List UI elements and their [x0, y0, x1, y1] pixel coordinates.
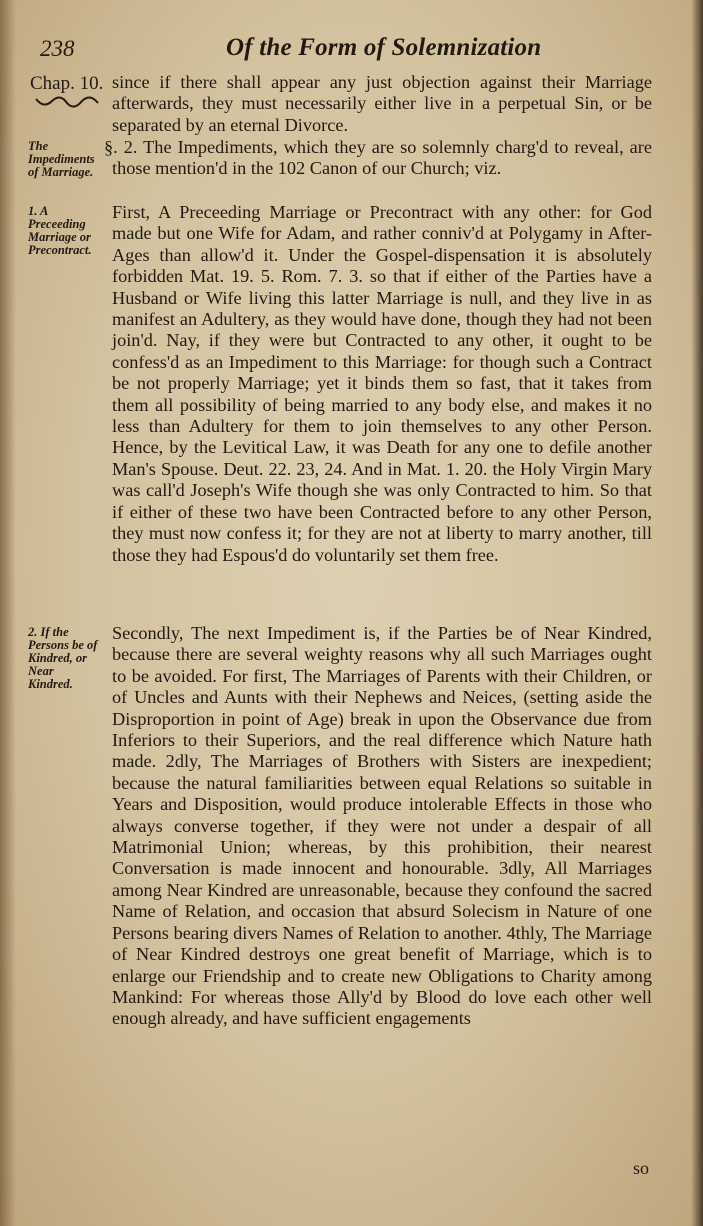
- paragraph-second-impediment: Secondly, The next Impediment is, if the Parties be of Near Kindred, because there are several weighty reasons why all such Marriages ought to be avoided. For first, The Marriages of Parents with their Children, or of Uncles and Aunts with their Nephews and Neices, (setting aside the Disproportion in point of Age) break in upon the Observance due from Inferiors to their Superiors, and the real difference which Nature hath made. 2dly, The Marriages of Brothers with Sisters are inexpedient; because the natural familiarities between equal Relations so suitable in Years and Disposition, would produce intolerable Effects in those who always converse together, if they were not under a despair of all Matrimonial Union; whereas, by this prohibition, their nearest Conversation is made innocent and honourable. 3dly, All Marriages among Near Kindred are unreasonable, because they confound the sacred Name of Relation, and occasion that absurd Solecism in Nature of one Persons bearing divers Names of Relation to another. 4thly, The Marriage of Near Kindred destroys one great benefit of Marriage, which is to enlarge our Friendship and to create new Obligations to Charity among Mankind: For whereas those Ally'd by Blood do love each other well enough already, and have sufficient engagements: [112, 623, 652, 1029]
- chapter-label: Chap. 10.: [30, 73, 104, 94]
- paragraph-section-2: §. 2. The Impediments, which they are so solemnly charg'd to reveal, are those mention'd in the 102 Canon of our Church; viz.: [104, 137, 652, 179]
- running-title: Of the Form of Solemnization: [226, 34, 542, 61]
- catchword: so: [632, 1158, 649, 1178]
- margin-note-impediments: The Impediments of Marriage.: [28, 139, 95, 179]
- page-header: [0, 34, 703, 68]
- paragraph-first-impediment: First, A Preceeding Marriage or Precontract with any other: for God made but one Wife for Adam, and rather conniv'd at Polygamy in After-Ages than allow'd it. Under the Gospel-dispensation it is absolutely forbidden Mat. 19. 5. Rom. 7. 3. so that if either of the Parties have a Husband or Wife living this latter Marriage is null, and they live in as manifest an Adultery, as they would have done, though they had not been join'd. Nay, if they were but Contracted to any other, it ought to be confess'd as an Impediment to this Marriage: for though such a Contract be not properly Marriage; yet it binds them so fast, that it takes from them all possibility of being married to any body else, and makes it no less than Adultery for them to join themselves to any other Person. Hence, by the Levitical Law, it was Death for any one to defile another Man's Spouse. Deut. 22. 23, 24. And in Mat. 1. 20. the Holy Virgin Mary was call'd Joseph's Wife though she was only Contracted to him. So that if either of these two have been Contracted before to any other Person, they must now confess it; for they are not at liberty to marry another, till those they had Espous'd do voluntarily set them free.: [112, 202, 652, 565]
- margin-note-kindred: 2. If the Persons be of Kindred, or Near Kindred.: [28, 625, 98, 691]
- paragraph-intro: since if there shall appear any just objection against their Marriage afterwards, they must necessarily either live in a perpetual Sin, or be separated by an eternal Divorce.: [112, 72, 652, 135]
- margin-note-precontract: 1. A Preceeding Marriage or Precontract.: [28, 204, 92, 257]
- flourish-ornament-icon: [34, 93, 100, 111]
- page-number: 238: [40, 36, 75, 61]
